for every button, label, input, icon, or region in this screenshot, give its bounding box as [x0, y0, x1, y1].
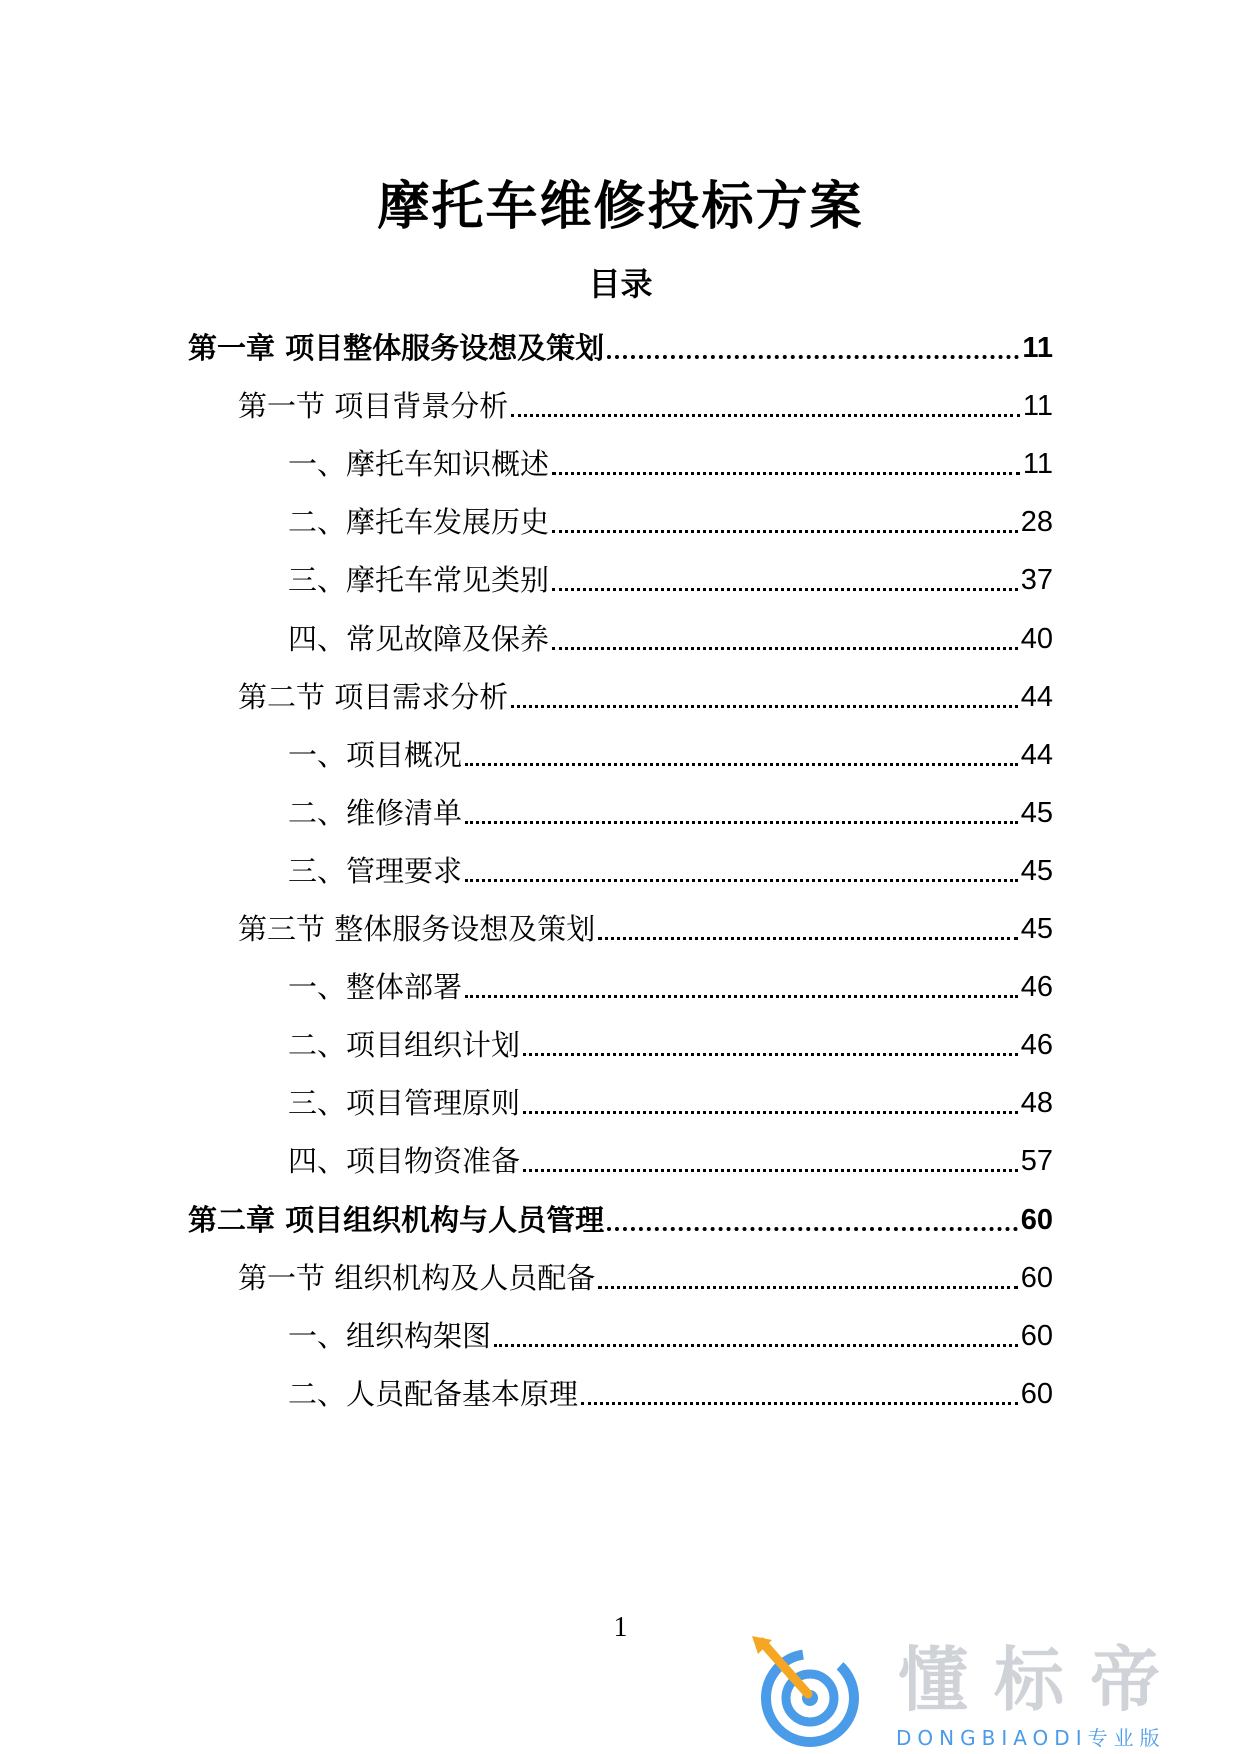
toc-entry-page: 44 [1020, 680, 1053, 713]
toc-entry-page: 28 [1020, 506, 1053, 539]
toc-entry-page: 11 [1022, 390, 1053, 423]
toc-entry-label: 第一节 项目背景分析 [238, 389, 509, 424]
toc-entry[interactable] [288, 789, 1053, 833]
toc-dot-leader [511, 705, 1018, 708]
toc-dot-leader [552, 647, 1018, 650]
toc-entry-page: 11 [1022, 448, 1053, 481]
toc-entry-page: 40 [1020, 622, 1053, 655]
toc-dot-leader [465, 763, 1018, 766]
toc-dot-leader [607, 355, 1019, 359]
target-arrow-icon [748, 1636, 868, 1748]
toc-dot-leader [598, 937, 1018, 940]
toc-entry-page: 60 [1020, 1319, 1053, 1352]
toc-dot-leader [523, 1169, 1018, 1172]
toc-entry-page: 45 [1020, 796, 1053, 829]
toc-entry-label: 一、整体部署 [288, 970, 463, 1005]
toc-entry-label: 二、维修清单 [288, 795, 463, 830]
toc-entry-label: 二、摩托车发展历史 [288, 505, 550, 540]
toc-entry[interactable] [288, 498, 1053, 542]
toc-entry-page: 60 [1020, 1203, 1053, 1236]
toc-entry-label: 二、人员配备基本原理 [288, 1376, 579, 1411]
toc-dot-leader [552, 588, 1018, 591]
toc-dot-leader [552, 472, 1020, 475]
toc-entry-label: 二、项目组织计划 [288, 1028, 521, 1063]
toc-entry-page: 60 [1020, 1377, 1053, 1410]
toc-entry-page: 57 [1020, 1145, 1053, 1178]
toc-entry-label: 第一节 组织机构及人员配备 [238, 1260, 596, 1295]
toc-entry[interactable] [288, 556, 1053, 600]
toc-dot-leader [607, 1227, 1018, 1231]
toc-entry-page: 11 [1022, 332, 1053, 364]
watermark-subtitle: DONGBIAODI专业版 [896, 1726, 1166, 1750]
toc-entry-label: 一、项目概况 [288, 737, 463, 772]
toc-entry-label: 三、管理要求 [288, 853, 463, 888]
toc-entry-page: 46 [1020, 1029, 1053, 1062]
toc-entry-label: 三、摩托车常见类别 [288, 563, 550, 598]
toc-dot-leader [581, 1402, 1018, 1405]
toc-dot-leader [552, 530, 1018, 533]
watermark-brand: 懂标帝 [898, 1639, 1186, 1721]
toc-entry-label: 四、项目物资准备 [288, 1144, 521, 1179]
toc-dot-leader [523, 1053, 1018, 1056]
toc-entry-label: 第一章 项目整体服务设想及策划 [188, 331, 605, 365]
toc-entry-page: 60 [1020, 1261, 1053, 1294]
toc-entry[interactable] [188, 324, 1053, 368]
toc-entry[interactable] [238, 382, 1053, 426]
toc-entry-page: 44 [1020, 738, 1053, 771]
toc-entry[interactable] [288, 1137, 1053, 1181]
toc-entry-label: 三、项目管理原则 [288, 1086, 521, 1121]
toc-entry-page: 37 [1020, 564, 1053, 597]
toc-dot-leader [465, 821, 1018, 824]
toc-dot-leader [465, 879, 1018, 882]
toc-entry[interactable] [288, 615, 1053, 659]
toc-entry-page: 45 [1020, 913, 1053, 945]
toc-entry[interactable] [288, 731, 1053, 775]
document-title: 摩托车维修投标方案 [377, 177, 864, 237]
toc-dot-leader [523, 1111, 1018, 1114]
toc-heading: 目录 [588, 265, 653, 303]
toc-dot-leader [494, 1344, 1018, 1347]
page-number: 1 [613, 1612, 628, 1643]
toc-entry-page: 48 [1020, 1087, 1053, 1120]
watermark [748, 1636, 1228, 1748]
toc-entry-label: 一、组织构架图 [288, 1318, 492, 1353]
toc-entry-label: 四、常见故障及保养 [288, 621, 550, 656]
toc-entry-page: 45 [1020, 854, 1053, 887]
toc-entry[interactable] [288, 963, 1053, 1007]
toc-entry[interactable] [238, 905, 1053, 949]
toc-entry[interactable] [288, 847, 1053, 891]
toc-entry-label: 第三节 整体服务设想及策划 [238, 912, 596, 946]
toc-entry-label: 第二章 项目组织机构与人员管理 [188, 1202, 605, 1237]
toc-entry-label: 一、摩托车知识概述 [288, 447, 550, 482]
toc-dot-leader [511, 414, 1020, 417]
toc-entry-label: 第二节 项目需求分析 [238, 679, 509, 714]
toc-entry[interactable] [288, 1079, 1053, 1123]
toc-entry[interactable] [288, 440, 1053, 484]
toc-entry[interactable] [288, 1370, 1053, 1414]
toc-entry[interactable] [238, 1254, 1053, 1298]
toc-entry[interactable] [288, 1021, 1053, 1065]
toc-entry[interactable] [288, 1312, 1053, 1356]
toc-entry[interactable] [188, 1196, 1053, 1240]
toc-dot-leader [465, 995, 1018, 998]
toc-entry-page: 46 [1020, 971, 1053, 1004]
toc-entry[interactable] [238, 673, 1053, 717]
toc-dot-leader [598, 1286, 1018, 1289]
